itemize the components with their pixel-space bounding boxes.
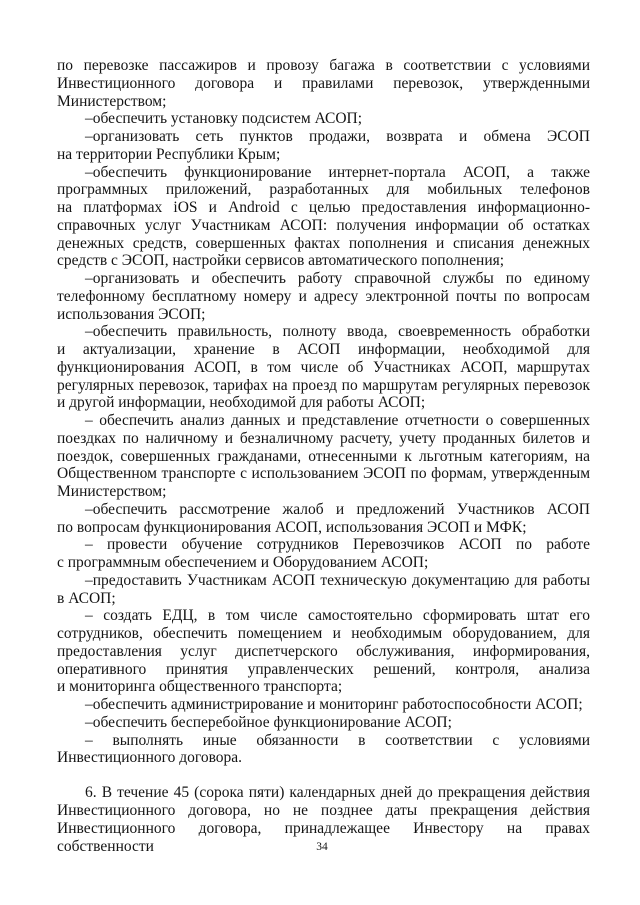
text-line: и мониторинга общественного транспорта;: [57, 678, 343, 696]
text-line: функционирования АСОП, в том числе об Участниках АСОП, маршрутах: [57, 358, 590, 376]
text-line: Инвестиционного договора и правилами перевозок, утвержденными: [57, 74, 590, 92]
text-line: и другой информации, необходимой для работы АСОП;: [57, 394, 426, 412]
page-number: 34: [316, 841, 328, 853]
text-line: поездок, совершенных гражданами, отнесенными к льготным категориям, на: [57, 447, 590, 465]
text-line: –обеспечить правильность, полноту ввода, своевременность обработки: [85, 323, 590, 341]
text-line: сотрудников, обеспечить помещением и необходимым оборудованием, для: [57, 625, 590, 642]
text-line: средств с ЭСОП, настройки сервисов автоматического пополнения;: [57, 252, 505, 270]
text-line: Общественном транспорте с использованием ЭСОП по формам, утвержденным: [57, 465, 590, 483]
text-line: – создать ЕДЦ, в том числе самостоятельно сформировать штат его: [85, 607, 590, 625]
text-line: –обеспечить бесперебойное функционирование АСОП;: [85, 713, 452, 731]
text-line: денежных средств, совершенных фактах пополнения и списания денежных: [57, 234, 590, 252]
text-line: справочных услуг Участникам АСОП: получения информации об остатках: [57, 216, 590, 234]
text-line: и актуализации, хранение в АСОП информации, необходимой для: [57, 341, 590, 358]
text-line: оперативного принятия управленческих решений, контроля, анализа: [57, 660, 590, 678]
text-line: – провести обучение сотрудников Перевозчиков АСОП по работе: [85, 536, 590, 554]
text-line: на территории Республики Крым;: [57, 145, 281, 163]
text-line: –обеспечить функционирование интернет-портала АСОП, а также: [85, 163, 590, 181]
text-line: Инвестиционного договора.: [57, 749, 243, 767]
text-line: –предоставить Участникам АСОП техническую документацию для работы: [85, 571, 590, 589]
text-line: – выполнять иные обязанности в соответствии с условиями: [85, 731, 590, 749]
text-line: –обеспечить рассмотрение жалоб и предложений Участников АСОП: [85, 500, 590, 518]
text-line: Инвестиционного договора, но не позднее даты прекращения действия: [57, 802, 590, 820]
text-line: с программным обеспечением и Оборудованием АСОП;: [57, 554, 429, 571]
text-line: регулярных перевозок, тарифах на проезд по маршрутам регулярных перевозок: [57, 376, 590, 394]
text-line: –организовать сеть пунктов продажи, возврата и обмена ЭСОП: [85, 128, 590, 145]
text-line: –организовать и обеспечить работу справочной службы по единому: [85, 270, 590, 287]
text-line: 6. В течение 45 (сорока пяти) календарных дней до прекращения действия: [85, 784, 590, 801]
text-line: на платформах iOS и Android с целью предоставления информационно-: [57, 199, 590, 216]
text-line: Министерством;: [57, 92, 167, 110]
text-line: –обеспечить администрирование и мониторинг работоспособности АСОП;: [85, 696, 583, 713]
text-line: Инвестиционного договора, принадлежащее Инвестору на правах собственности: [57, 820, 590, 856]
text-line: телефонному бесплатному номеру и адресу электронной почты по вопросам: [57, 287, 590, 305]
text-line: поездках по наличному и безналичному расчету, учету проданных билетов и: [57, 429, 590, 447]
text-line: использования ЭСОП;: [57, 305, 206, 323]
text-line: – обеспечить анализ данных и представление отчетности о совершенных: [85, 412, 590, 429]
text-line: программных приложений, разработанных для мобильных телефонов: [57, 181, 590, 199]
text-line: по вопросам функционирования АСОП, использования ЭСОП и МФК;: [57, 518, 527, 536]
text-line: Министерством;: [57, 483, 167, 500]
text-line: предоставления услуг диспетчерского обслуживания, информирования,: [57, 642, 590, 660]
text-line: по перевозке пассажиров и провозу багажа в соответствии с условиями: [57, 57, 590, 74]
text-line: –обеспечить установку подсистем АСОП;: [85, 110, 363, 128]
text-line: в АСОП;: [57, 589, 116, 607]
